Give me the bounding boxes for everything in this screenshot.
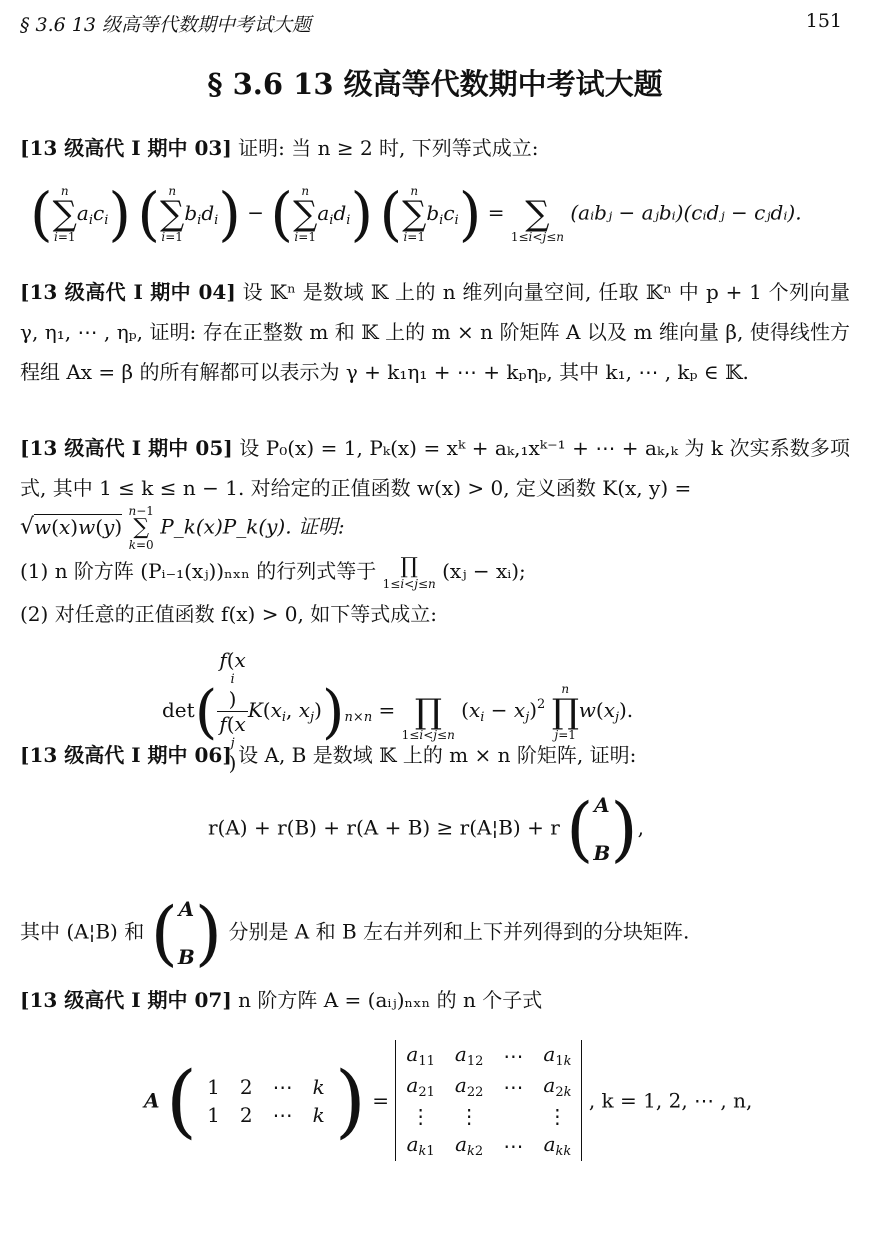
text-pre: 其中 (A¦B) 和 bbox=[20, 919, 145, 944]
part-tail: (xⱼ − xᵢ); bbox=[442, 559, 526, 583]
problem-tag: [13 级高代 I 期中 04] bbox=[20, 280, 236, 304]
equation-03: ( n ∑ i=1 $a_ic_i$) ( n ∑ i=1 $b_id_i$) − ( n ∑ i=1 $a_id_i$) ( n ∑ i=1 $b_ic_i$) = ∑ 1≤i<j≤n (aᵢbⱼ − aⱼbᵢ)(cᵢdⱼ − cⱼdᵢ). bbox=[30, 180, 802, 248]
problem-05-line3: √w(x)w(y) n−1 ∑ k=0 P_k(x)P_k(y). 证明: bbox=[20, 504, 345, 552]
problem-04 bbox=[20, 272, 850, 392]
equation-06: r(A) + r(B) + r(A + B) ≥ r(A¦B) + r (A B), bbox=[208, 788, 644, 870]
problem-03 bbox=[20, 128, 850, 168]
problem-text: n 阶方阵 A = (aᵢⱼ)ₙₓₙ 的 n 个子式 bbox=[238, 988, 543, 1012]
problem-tag: [13 级高代 I 期中 06] bbox=[20, 743, 232, 767]
problem-text: 证明: 当 n ≥ 2 时, 下列等式成立: bbox=[238, 136, 539, 160]
problem-06-after: 其中 (A¦B) 和 (A B) 分别是 A 和 B 左右并列和上下并列得到的分块矩阵. bbox=[20, 892, 690, 974]
equation-tail: , k = 1, 2, ⋯ , n, bbox=[588, 1088, 753, 1113]
problem-07 bbox=[20, 980, 850, 1020]
section-title: § 3.6 13 级高等代数期中考试大题 bbox=[207, 67, 663, 101]
problem-05 bbox=[20, 428, 850, 508]
part-text: (2) 对任意的正值函数 f(x) > 0, 如下等式成立: bbox=[20, 602, 437, 626]
problem-text: 设 P₀(x) = 1, Pₖ(x) = xᵏ + aₖ,₁xᵏ⁻¹ + ⋯ + aₖ,ₖ 为 k 次实系数多项式, 其中 1 ≤ k ≤ n − 1. 对给定的正值函数 w(x) > 0, 定义函数 K(x, y) = bbox=[20, 436, 851, 500]
problem-06 bbox=[20, 735, 850, 775]
text-post: 分别是 A 和 B 左右并列和上下并列得到的分块矩阵. bbox=[228, 919, 690, 944]
problem-text: 设 A, B 是数域 𝕂 上的 m × n 阶矩阵, 证明: bbox=[238, 743, 637, 767]
problem-tag: [13 级高代 I 期中 05] bbox=[20, 436, 233, 460]
problem-tag: [13 级高代 I 期中 07] bbox=[20, 988, 232, 1012]
equation-tail: (aᵢbⱼ − aⱼbᵢ)(cᵢdⱼ − cⱼdᵢ). bbox=[570, 200, 802, 225]
problem-text: P_k(x)P_k(y). 证明: bbox=[160, 514, 345, 539]
running-header: § 3.6 13 级高等代数期中考试大题 bbox=[20, 14, 312, 36]
equation-07: A ( 1 2 ⋯ k 1 2 ⋯ k ) = $a_{11}$ $a_{12}$ ⋯ $a_{1k}$ $a_{21}$ $a_{22}$ ⋯ $a_{2k}$ ⋮ ⋮ ⋮ $a_{k1}$ $a_{k2}$ ⋯ $a_{kk}$ , k = 1, 2, ⋯ , n, bbox=[144, 1042, 753, 1159]
part-text: (1) n 阶方阵 (Pᵢ₋₁(xⱼ))ₙₓₙ 的行列式等于 bbox=[20, 559, 377, 583]
problem-05-part2 bbox=[20, 598, 437, 627]
problem-tag: [13 级高代 I 期中 03] bbox=[20, 136, 232, 160]
equation-05: det( f(x i ) f(x j ) $K(x_i$, $x_j))_{n\times n}$ = ∏ 1≤i<j≤n $(x_i - x_j)^2$ n ∏ j=1 $w(x_j)$. bbox=[162, 648, 634, 775]
page-number: 151 bbox=[805, 10, 842, 32]
equation-text: r(A) + r(B) + r(A + B) ≥ r(A¦B) + r bbox=[208, 815, 560, 840]
problem-05-part1: (1) n 阶方阵 (Pᵢ₋₁(xⱼ))ₙₓₙ 的行列式等于 ∏ 1≤i<j≤n (xⱼ − xᵢ); bbox=[20, 553, 526, 591]
problem-text: 设 𝕂ⁿ 是数域 𝕂 上的 n 维列向量空间, 任取 𝕂ⁿ 中 p + 1 个列向量 γ, η₁, ⋯ , ηₚ, 证明: 存在正整数 m 和 𝕂 上的 m × n 阶矩阵 A 以及 m 维向量 β, 使得线性方程组 Ax = β 的所有解都可以表示为 γ + k₁η₁ + ⋯ + kₚηₚ, 其中 k₁, ⋯ , kₚ ∈ 𝕂. bbox=[20, 280, 851, 384]
